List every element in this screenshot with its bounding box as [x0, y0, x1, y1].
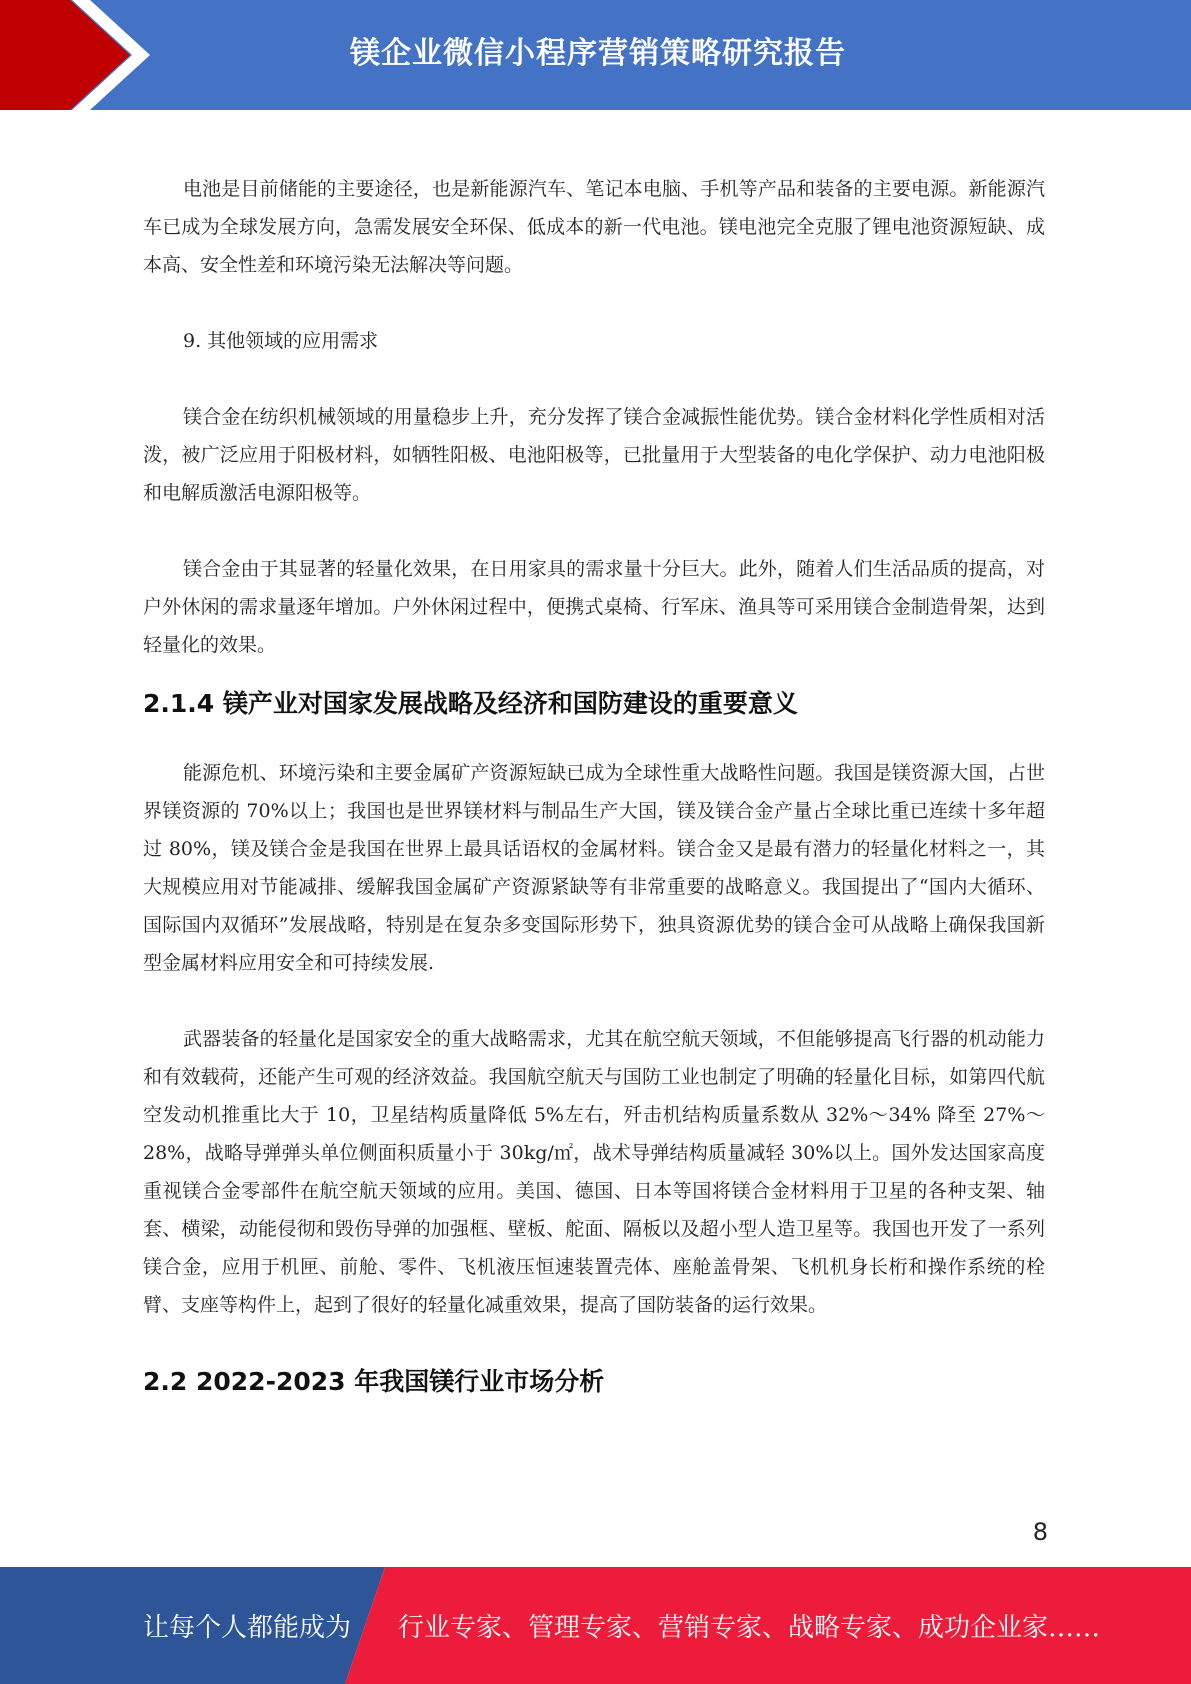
- page-content: [143, 170, 1045, 1402]
- paragraph-strategy: 能源危机、环境污染和主要金属矿产资源短缺已成为全球性重大战略性问题。我国是镁资源大国，占世界镁资源的 70%以上；我国也是世界镁材料与制品生产大国，镁及镁合金产量占全球比重已连续十多年超过 80%，镁及镁合金是我国在世界上最具话语权的金属材料。镁合金又是最有潜力的轻量化材料之一，其大规模应用对节能减排、缓解我国金属矿产资源紧缺等有非常重要的战略意义。我国提出了“国内大循环、国际国内双循环”发展战略，特别是在复杂多变国际形势下，独具资源优势的镁合金可从战略上确保我国新型金属材料应用安全和可持续发展.: [143, 762, 1045, 974]
- section-heading-2-2: 2.2 2022-2023 年我国镁行业市场分析: [143, 1367, 605, 1396]
- subheading-other-fields: 9. 其他领域的应用需求: [183, 330, 379, 352]
- header-arrow-icon: [0, 0, 160, 110]
- paragraph-defense: 武器装备的轻量化是国家安全的重大战略需求，尤其在航空航天领域，不但能够提高飞行器的机动能力和有效载荷，还能产生可观的经济效益。我国航空航天与国防工业也制定了明确的轻量化目标，如第四代航空发动机推重比大于 10，卫星结构质量降低 5%左右，歼击机结构质量系数从 32%～34% 降至 27%～28%，战略导弹弹头单位侧面积质量小于 30kg/㎡，战术导弹结构质量减轻 30%以上。国外发达国家高度重视镁合金零部件在航空航天领域的应用。美国、德国、日本等国将镁合金材料用于卫星的各种支架、轴套、横梁，动能侵彻和毁伤导弹的加强框、壁板、舵面、隔板以及超小型人造卫星等。我国也开发了一系列镁合金，应用于机匣、前舱、零件、飞机液压恒速装置壳体、座舱盖骨架、飞机机身长桁和操作系统的栓臂、支座等构件上，起到了很好的轻量化减重效果，提高了国防装备的运行效果。: [143, 1028, 1045, 1316]
- footer-slogan-left: 让每个人都能成为: [143, 1613, 352, 1643]
- header-bar: [0, 0, 1191, 110]
- footer-bar: [0, 1567, 1191, 1684]
- page-number: 8: [1032, 1518, 1048, 1546]
- section-heading-2-1-4: 2.1.4 镁产业对国家发展战略及经济和国防建设的重要意义: [143, 689, 798, 718]
- footer-slogan-right: 行业专家、管理专家、营销专家、战略专家、成功企业家……: [398, 1613, 1101, 1643]
- header-title: 镁企业微信小程序营销策略研究报告: [350, 36, 846, 71]
- paragraph-textile-anode: 镁合金在纺织机械领域的用量稳步上升，充分发挥了镁合金减振性能优势。镁合金材料化学性质相对活泼，被广泛应用于阳极材料，如牺牲阳极、电池阳极等，已批量用于大型装备的电化学保护、动力电池阳极和电解质激活电源阳极等。: [143, 406, 1045, 504]
- paragraph-battery: 电池是目前储能的主要途径，也是新能源汽车、笔记本电脑、手机等产品和装备的主要电源。新能源汽车已成为全球发展方向，急需发展安全环保、低成本的新一代电池。镁电池完全克服了锂电池资源短缺、成本高、安全性差和环境污染无法解决等问题。: [143, 178, 1045, 276]
- paragraph-furniture: 镁合金由于其显著的轻量化效果，在日用家具的需求量十分巨大。此外，随着人们生活品质的提高，对户外休闲的需求量逐年增加。户外休闲过程中，便携式桌椅、行军床、渔具等可采用镁合金制造骨架，达到轻量化的效果。: [143, 558, 1045, 656]
